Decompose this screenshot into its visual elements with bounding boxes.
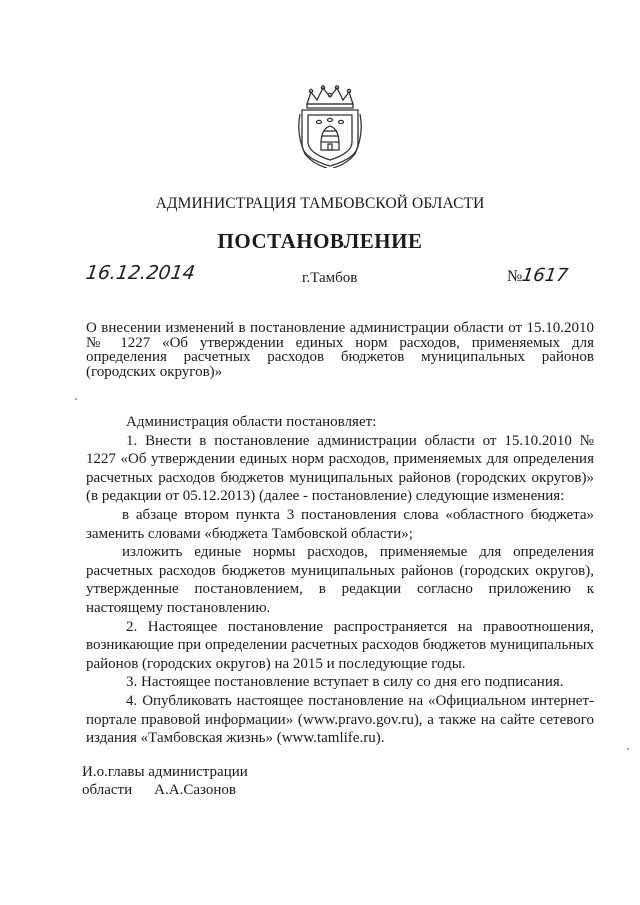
intro-paragraph: Администрация области постановляет: — [126, 414, 377, 430]
scan-speck — [75, 398, 77, 400]
organization-name: АДМИНИСТРАЦИЯ ТАМБОВСКОЙ ОБЛАСТИ — [155, 195, 485, 212]
document-body — [86, 413, 594, 748]
signatory-name: А.А.Сазонов — [154, 782, 236, 798]
signatory-region: области — [82, 782, 133, 798]
signatory-title: И.о.главы администрации — [82, 764, 248, 780]
number-value: 1617 — [520, 265, 570, 286]
document-date: 16.12.2014 — [84, 262, 197, 284]
document-subject: О внесении изменений в постановление администрации области от 15.10.2010 № 1227 «Об утверждении единых норм расходов, применяемых для определения расчетных расходов бюджетов муниципальных районов (городских округов)» — [86, 320, 594, 380]
paragraph-3: 3. Настоящее постановление вступает в силу со дня его подписания. — [126, 674, 564, 691]
number-prefix: № — [507, 268, 523, 285]
paragraph-4: 4. Опубликовать настоящее постановление на «Официальном интернет-портале правовой информации» (www.pravo.gov.ru), а также на сайте сетевого издания «Тамбовская жизнь» (www.tamlife.ru). — [86, 692, 594, 747]
paragraph-2: 2. Настоящее постановление распространяется на правоотношения, возникающие при определении расчетных расходов бюджетов муниципальных районов (городских округов) на 2015 и последующие годы. — [86, 618, 594, 672]
document-number — [507, 265, 568, 286]
paragraph-1b: изложить единые нормы расходов, применяемые для определения расчетных расходов бюджетов муниципальных районов (городских округов), утвержденные постановлением, в редакции согласно приложению к настоящему постановлению. — [86, 544, 594, 616]
paragraph-1: 1. Внести в постановление администрации области от 15.10.2010 № 1227 «Об утверждении единых норм расходов, применяемых для определения расчетных расходов бюджетов муниципальных районов (городских округов)» (в редакции от 05.12.2013) (далее - постановление) следующие изменения: — [86, 432, 594, 505]
paragraph-1a: в абзаце втором пункта 3 постановления слова «областного бюджета» заменить словами «бюджета Тамбовской области»; — [86, 506, 594, 542]
document-city: г.Тамбов — [302, 270, 358, 286]
signatory-line-2 — [82, 781, 248, 799]
scan-speck — [627, 748, 629, 750]
signature-block — [82, 763, 248, 799]
coat-of-arms-icon — [297, 84, 363, 168]
document-type-title: ПОСТАНОВЛЕНИЕ — [217, 229, 423, 253]
